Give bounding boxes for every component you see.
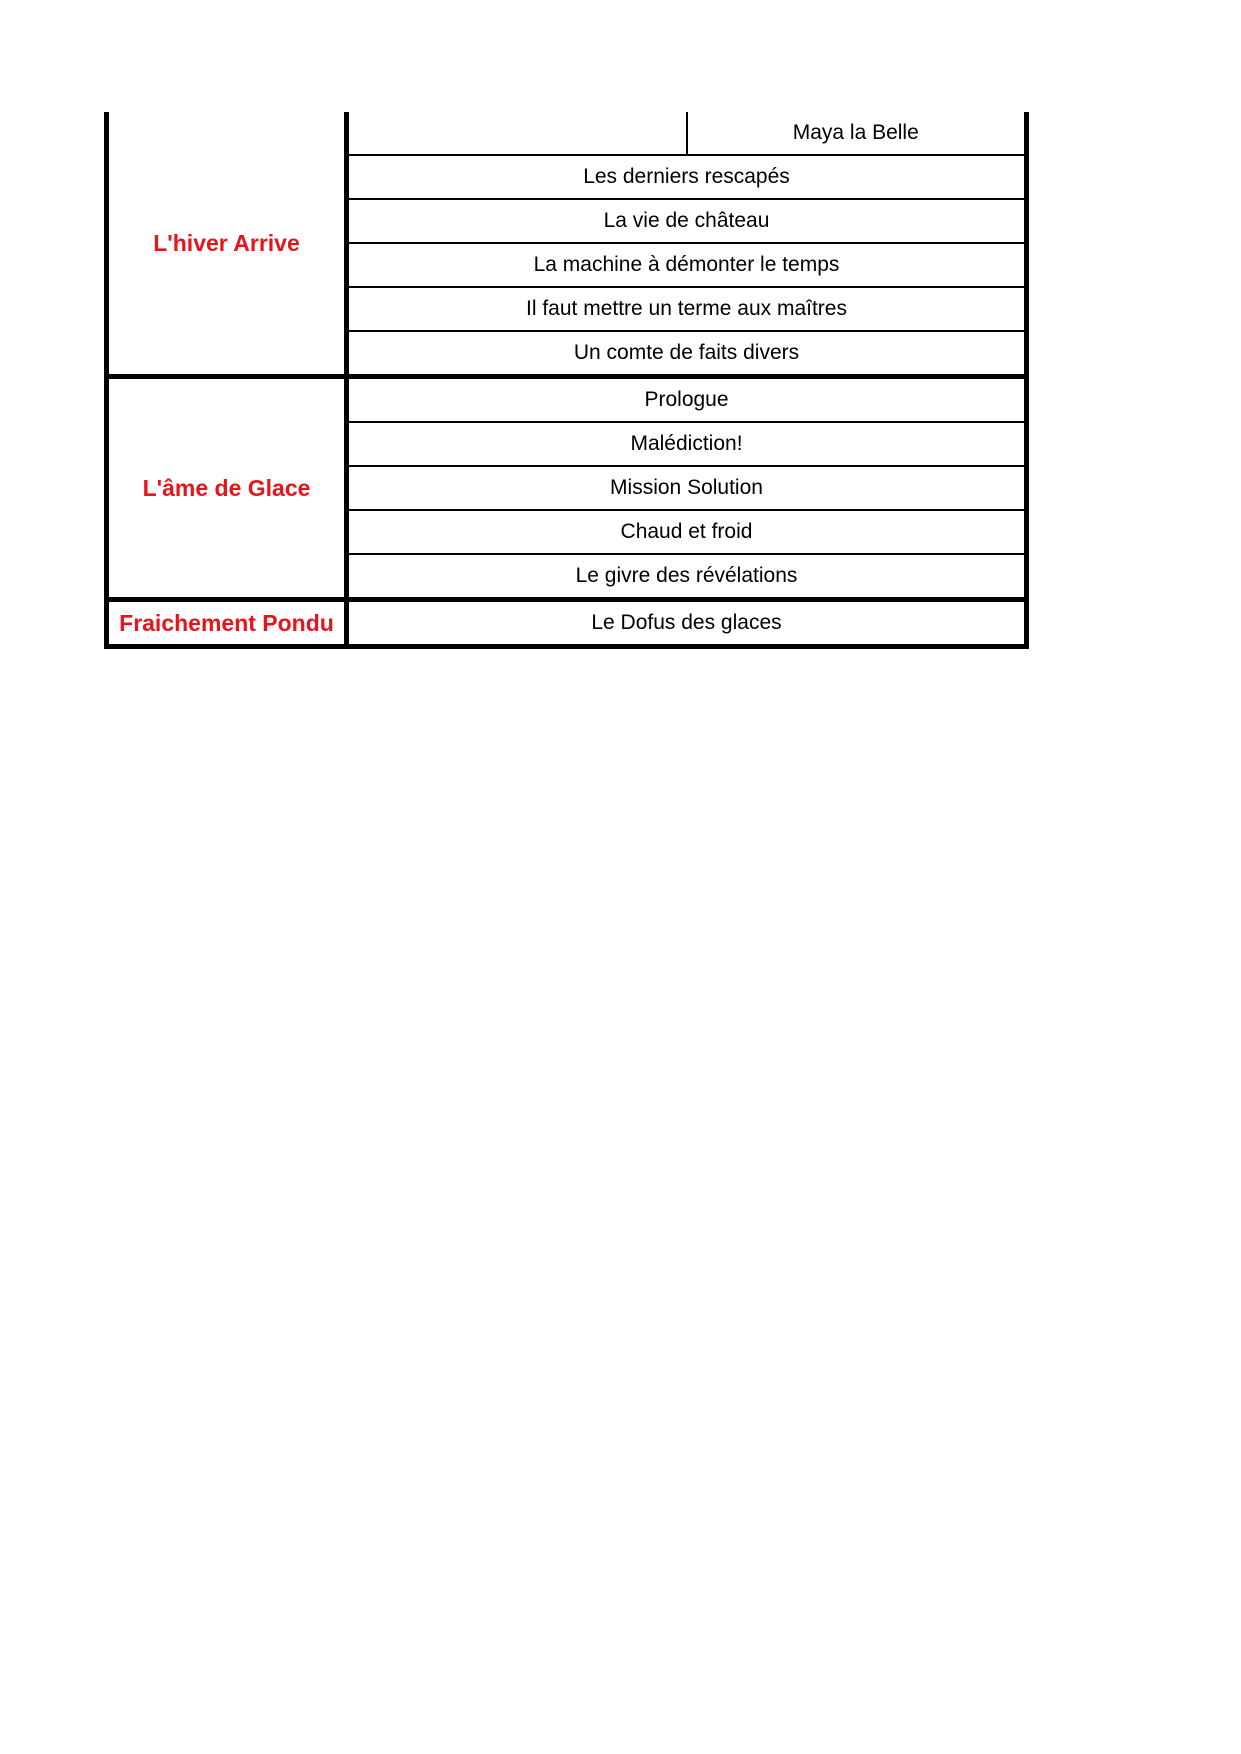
group-cell: L'âme de Glace — [107, 377, 347, 600]
table-row — [107, 112, 1027, 155]
group-cell: L'hiver Arrive — [107, 112, 347, 377]
table-row — [107, 600, 1027, 647]
table-cell-quest: Maya la Belle — [687, 112, 1027, 155]
table-cell-quest: Il faut mettre un terme aux maîtres — [347, 287, 1027, 331]
table-cell-quest: Mission Solution — [347, 466, 1027, 510]
table-cell-quest: Prologue — [347, 377, 1027, 423]
table-cell-empty — [347, 112, 687, 155]
table-cell-quest: Un comte de faits divers — [347, 331, 1027, 377]
table-cell-quest: Le Dofus des glaces — [347, 600, 1027, 647]
table-cell-quest: La machine à démonter le temps — [347, 243, 1027, 287]
table-cell-quest: Malédiction! — [347, 422, 1027, 466]
spreadsheet-page — [104, 112, 1024, 649]
table-cell-quest: Les derniers rescapés — [347, 155, 1027, 199]
table-row — [107, 377, 1027, 423]
group-cell: Fraichement Pondu — [107, 600, 347, 647]
table-cell-quest: Le givre des révélations — [347, 554, 1027, 600]
table-cell-quest: La vie de château — [347, 199, 1027, 243]
quest-table — [104, 112, 1029, 649]
table-cell-quest: Chaud et froid — [347, 510, 1027, 554]
